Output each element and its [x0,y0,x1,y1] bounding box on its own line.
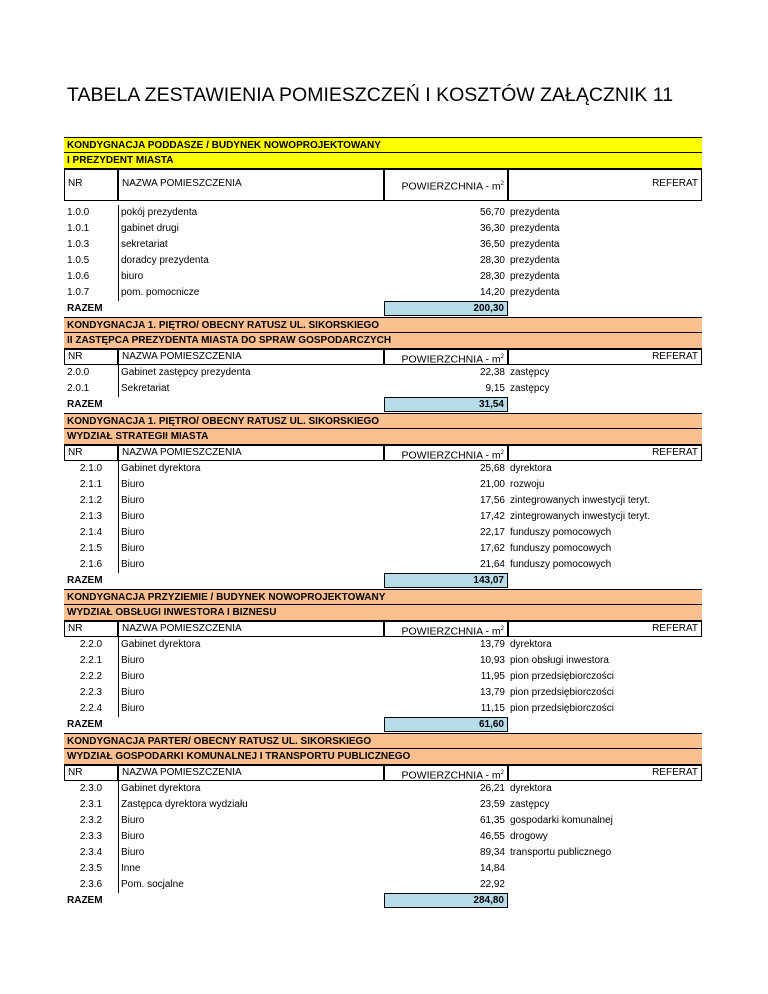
row-nazwa: Biuro [121,671,145,682]
table-row [64,557,702,573]
section-unit-header: WYDZIAŁ OBSŁUGI INWESTORA I BIZNESU [64,605,702,621]
table-row [64,685,702,701]
col-pow-unit-sup: 2 [500,354,504,360]
row-nr: 1.0.1 [67,223,90,234]
row-powierzchnia: 46,55 [479,831,505,842]
section-1 [64,317,702,413]
col-nazwa-header: NAZWA POMIESZCZENIA [118,765,384,781]
row-referat: dyrektora [510,463,552,474]
section-floor-header: KONDYGNACJA PODDASZE / BUDYNEK NOWOPROJEKTOWANY [64,137,702,153]
row-powierzchnia: 11,95 [480,671,505,682]
razem-row [64,397,702,413]
row-referat: dyrektora [510,639,552,650]
row-referat: pion przedsiębiorczości [510,671,614,682]
row-referat: pion obsługi inwestora [510,655,609,666]
row-powierzchnia: 26,21 [479,783,505,794]
row-referat: drogowy [510,831,548,842]
col-ref-header: REFERAT [508,349,702,365]
row-nazwa: Biuro [121,831,145,842]
column-divider [118,861,119,877]
row-nazwa: Biuro [121,687,145,698]
row-referat: zastępcy [510,383,550,394]
row-nazwa: pokój prezydenta [121,207,198,218]
row-nazwa: Biuro [121,847,145,858]
col-pow-header [384,169,508,201]
table-row [64,653,702,669]
table-row [64,813,702,829]
section-floor-header: KONDYGNACJA PRZYZIEMIE / BUDYNEK NOWOPROJEKTOWANY [64,589,702,605]
razem-label: RAZEM [67,895,103,906]
col-pow-unit-sup: 2 [500,626,504,632]
row-powierzchnia: 17,62 [479,543,505,554]
row-referat: prezydenta [510,255,560,266]
razem-label: RAZEM [67,575,103,586]
row-nazwa: doradcy prezydenta [121,255,209,266]
row-powierzchnia: 14,84 [479,863,505,874]
table-row [64,861,702,877]
row-nr: 2.1.2 [79,495,103,506]
row-nazwa: Pom. socjalne [121,879,184,890]
column-divider [118,877,119,893]
row-powierzchnia: 21,00 [479,479,505,490]
table-row [64,381,702,397]
row-referat: funduszy pomocowych [510,559,612,570]
row-powierzchnia: 22,38 [479,367,505,378]
column-divider [118,525,119,541]
column-divider [118,781,119,797]
row-powierzchnia: 11,15 [480,703,505,714]
row-nazwa: Biuro [121,543,145,554]
row-powierzchnia: 14,20 [479,287,505,298]
razem-total: 200,30 [384,301,508,316]
row-nr: 1.0.5 [67,255,90,266]
row-nr: 1.0.3 [67,239,90,250]
row-powierzchnia: 10,93 [479,655,505,666]
row-nr: 1.0.0 [67,207,90,218]
row-nazwa: Biuro [121,815,145,826]
table-row [64,541,702,557]
row-nazwa: Inne [121,863,141,874]
row-referat: prezydenta [510,223,560,234]
row-nr: 2.1.4 [79,527,103,538]
row-nazwa: Biuro [121,511,145,522]
razem-total: 284,80 [384,893,508,908]
row-nr: 2.3.1 [79,799,103,810]
razem-label: RAZEM [67,399,103,410]
row-powierzchnia: 36,30 [479,223,505,234]
razem-row [64,301,702,317]
row-nr: 2.1.1 [79,479,103,490]
table-row [64,701,702,717]
table-row [64,877,702,893]
row-nr: 2.2.4 [79,703,103,714]
row-nazwa: Sekretariat [121,383,170,394]
col-pow-label: POWIERZCHNIA - m [401,353,501,366]
row-referat: zintegrowanych inwestycji teryt. [510,511,651,522]
row-nazwa: Biuro [121,655,145,666]
table-row [64,669,702,685]
row-nr: 2.1.0 [79,463,103,474]
table-row [64,285,702,301]
row-nazwa: biuro [121,271,144,282]
column-header-row [64,349,702,365]
row-powierzchnia: 23,59 [479,799,505,810]
row-referat: prezydenta [510,239,560,250]
row-nazwa: sekretariat [121,239,168,250]
row-powierzchnia: 22,17 [479,527,505,538]
row-nazwa: Gabinet dyrektora [121,639,201,650]
row-nr: 2.1.6 [79,559,103,570]
section-unit-header: II ZASTĘPCA PREZYDENTA MIASTA DO SPRAW GOSPODARCZYCH [64,333,702,349]
column-divider [118,653,119,669]
table-row [64,461,702,477]
row-nr: 1.0.6 [67,271,90,282]
column-divider [118,813,119,829]
razem-label: RAZEM [67,719,103,730]
row-nr: 2.0.1 [67,383,90,394]
table-row [64,797,702,813]
row-nazwa: Biuro [121,479,145,490]
section-floor-header: KONDYGNACJA 1. PIĘTRO/ OBECNY RATUSZ UL. SIKORSKIEGO [64,413,702,429]
col-pow-unit-sup: 2 [500,181,504,187]
row-referat: funduszy pomocowych [510,543,612,554]
table-row [64,253,702,269]
column-divider [118,829,119,845]
column-divider [118,845,119,861]
row-powierzchnia: 22,92 [479,879,505,890]
row-powierzchnia: 61,35 [479,815,505,826]
col-nr-header: NR [64,765,118,781]
col-nazwa-header: NAZWA POMIESZCZENIA [118,169,384,201]
col-pow-label: POWIERZCHNIA - m [401,449,501,462]
row-nazwa: gabinet drugi [121,223,179,234]
row-powierzchnia: 28,30 [479,255,505,266]
row-powierzchnia: 17,56 [479,495,505,506]
section-unit-header: I PREZYDENT MIASTA [64,153,702,169]
row-nr: 2.3.0 [79,783,103,794]
row-referat: zintegrowanych inwestycji teryt. [510,495,651,506]
col-nazwa-header: NAZWA POMIESZCZENIA [118,445,384,461]
section-4 [64,733,702,909]
row-powierzchnia: 13,79 [479,639,505,650]
col-pow-unit-sup: 2 [500,450,504,456]
column-divider [118,509,119,525]
table-row [64,205,702,221]
table-row [64,269,702,285]
row-nazwa: Biuro [121,559,145,570]
table-row [64,509,702,525]
row-nr: 2.2.1 [79,655,103,666]
row-nr: 2.2.0 [79,639,103,650]
table-row [64,845,702,861]
table-row [64,237,702,253]
col-pow-unit-sup: 2 [500,770,504,776]
row-nazwa: Biuro [121,527,145,538]
row-nr: 2.3.3 [79,831,103,842]
section-3 [64,589,702,733]
row-powierzchnia: 13,79 [479,687,505,698]
row-referat: funduszy pomocowych [510,527,612,538]
row-nr: 2.1.5 [79,543,103,554]
col-nr-header: NR [64,169,118,201]
col-ref-header: REFERAT [508,169,702,201]
column-header-row [64,445,702,461]
column-header-row [64,621,702,637]
razem-row [64,717,702,733]
razem-label: RAZEM [67,303,103,314]
column-divider [118,541,119,557]
col-nr-header: NR [64,445,118,461]
row-referat: pion przedsiębiorczości [510,687,614,698]
row-nr: 2.3.2 [79,815,103,826]
column-header-row [64,765,702,781]
row-nazwa: Zastępca dyrektora wydziału [121,799,248,810]
row-nazwa: pom. pomocnicze [121,287,200,298]
column-divider [118,637,119,653]
row-nazwa: Gabinet dyrektora [121,783,201,794]
col-pow-header [384,445,508,461]
row-nr: 2.1.3 [79,511,103,522]
column-divider [118,701,119,717]
row-referat: transportu publicznego [510,847,612,858]
column-divider [118,669,119,685]
row-nazwa: Gabinet zastępcy prezydenta [121,367,251,378]
row-powierzchnia: 89,34 [479,847,505,858]
column-divider [118,461,119,477]
section-unit-header: WYDZIAŁ STRATEGII MIASTA [64,429,702,445]
row-powierzchnia: 36,50 [479,239,505,250]
column-header-row [64,169,702,201]
section-unit-header: WYDZIAŁ GOSPODARKI KOMUNALNEJ I TRANSPORTU PUBLICZNEGO [64,749,702,765]
razem-row [64,573,702,589]
row-nr: 1.0.7 [67,287,90,298]
col-nr-header: NR [64,349,118,365]
row-referat: zastępcy [510,799,550,810]
row-powierzchnia: 17,42 [479,511,505,522]
table-row [64,221,702,237]
column-divider [118,685,119,701]
rooms-table [64,137,702,909]
section-floor-header: KONDYGNACJA PARTER/ OBECNY RATUSZ UL. SIKORSKIEGO [64,733,702,749]
row-nazwa: Gabinet dyrektora [121,463,201,474]
row-powierzchnia: 9,15 [485,383,505,394]
col-pow-header [384,349,508,365]
col-ref-header: REFERAT [508,765,702,781]
row-powierzchnia: 21,64 [479,559,505,570]
row-powierzchnia: 56,70 [479,207,505,218]
row-referat: zastępcy [510,367,550,378]
col-nazwa-header: NAZWA POMIESZCZENIA [118,621,384,637]
row-nr: 2.3.5 [79,863,103,874]
row-referat: prezydenta [510,287,560,298]
razem-row [64,893,702,909]
row-referat: prezydenta [510,207,560,218]
row-nr: 2.0.0 [67,367,90,378]
col-ref-header: REFERAT [508,621,702,637]
col-pow-label: POWIERZCHNIA - m [401,180,501,193]
column-divider [118,557,119,573]
page-title: TABELA ZESTAWIENIA POMIESZCZEŃ I KOSZTÓW ZAŁĄCZNIK 11 [67,84,674,106]
table-row [64,493,702,509]
row-referat: pion przedsiębiorczości [510,703,614,714]
col-pow-label: POWIERZCHNIA - m [401,625,501,638]
table-row [64,637,702,653]
table-row [64,365,702,381]
razem-total: 61,60 [384,717,508,732]
col-pow-header [384,621,508,637]
column-divider [118,477,119,493]
row-nr: 2.3.6 [79,879,103,890]
row-nazwa: Biuro [121,703,145,714]
table-row [64,525,702,541]
row-nr: 2.2.3 [79,687,103,698]
row-referat: rozwoju [510,479,545,490]
col-ref-header: REFERAT [508,445,702,461]
col-pow-header [384,765,508,781]
section-0 [64,137,702,317]
section-2 [64,413,702,589]
row-referat: dyrektora [510,783,552,794]
table-row [64,829,702,845]
row-referat: gospodarki komunalnej [510,815,613,826]
column-divider [118,493,119,509]
table-row [64,477,702,493]
row-powierzchnia: 28,30 [479,271,505,282]
col-pow-label: POWIERZCHNIA - m [401,769,501,782]
row-referat: prezydenta [510,271,560,282]
razem-total: 31,54 [384,397,508,412]
row-nazwa: Biuro [121,495,145,506]
table-row [64,781,702,797]
col-nr-header: NR [64,621,118,637]
column-divider [118,797,119,813]
row-nr: 2.3.4 [79,847,103,858]
col-nazwa-header: NAZWA POMIESZCZENIA [118,349,384,365]
razem-total: 143,07 [384,573,508,588]
section-floor-header: KONDYGNACJA 1. PIĘTRO/ OBECNY RATUSZ UL. SIKORSKIEGO [64,317,702,333]
row-powierzchnia: 25,68 [479,463,505,474]
row-nr: 2.2.2 [79,671,103,682]
